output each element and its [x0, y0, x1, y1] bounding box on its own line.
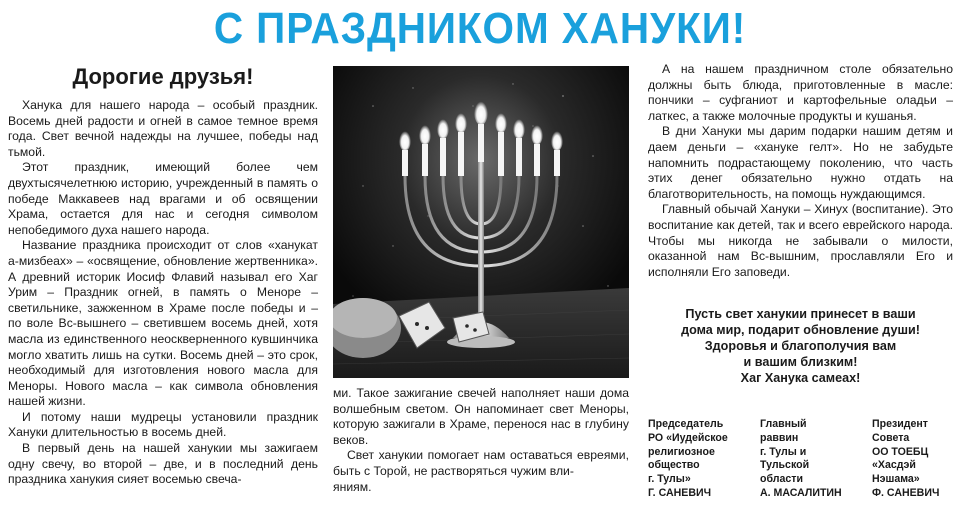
signature-name: А. МАСАЛИТИН	[760, 486, 842, 499]
signature-name: Г. САНЕВИЧ	[648, 486, 712, 499]
paragraph: В дни Хануки мы дарим подарки нашим детям и даем деньги – «хануке гелт». Но не забудьте напомнить подрастающему поколению, что часть этих денег обязательно нужно отдать на благотворительность, на помощь нуждающимся.	[648, 124, 953, 201]
paragraph: Название праздника происходит от слов «ханукат а-мизбеах» – «освящение, обновление жертвенника». А древний историк Иосиф Флавий называл его Хаг Урим – Праздник огней, в память о Меноре – светильнике, зажженном в Храме после победы и – по воле Вс-вышнего – светившем восемь дней, хотя масла из единственного неоскверненного кувшинчика могло хватить лишь на сутки. Восемь дней – это срок, необходимый для изготовления нового масла для Меноры. Нового масла – как символа обновления нашей жизни.	[8, 238, 318, 409]
paragraph: Свет ханукии помогает нам оставаться евреями, быть с Торой, не растворяться чужим вли-	[333, 448, 629, 478]
paragraph: Главный обычай Хануки – Хинух (воспитание). Это воспитание как детей, так и всего еврейского народа. Чтобы мы никогда не забывали о милости, оказанной нам Вс-вышним, прославляли Его и исполняли Его заповеди.	[648, 202, 953, 279]
blessing-line: дома мир, подарит обновление души!	[681, 323, 920, 337]
right-column	[648, 62, 953, 280]
paragraph: Этот праздник, имеющий более чем двухтысячелетнюю историю, учрежденный в память о победе Маккавеев над врагами и об освящении Храма, остается для нас и сегодня символом непобедимого духа нашего народа.	[8, 160, 318, 237]
signature-line: «Хасдэй	[872, 459, 916, 472]
menorah-photo	[333, 66, 629, 378]
paragraph: Ханука для нашего народа – особый праздник. Восемь дней радости и огней в самое темное время года. Свет вечной надежды на лучшее, победы над тьмой.	[8, 98, 318, 159]
signature-line: Совета	[872, 431, 910, 444]
signature-line: раввин	[760, 431, 799, 444]
signature-line: Тульской	[760, 459, 810, 472]
signature-line: Президент	[872, 418, 928, 430]
paragraph-continuation: ми. Такое зажигание свечей наполняет наши дома волшебным светом. Он напоминает свет Меноры, которую зажигали в Храме, перенося нас в глубину веков.	[333, 386, 629, 447]
signature-line: общество	[648, 459, 700, 472]
signature-line: ОО ТОЕБЦ	[872, 445, 929, 458]
signature-line: г. Тулы и	[760, 445, 807, 458]
paragraph: В первый день на нашей ханукии мы зажигаем одну свечу, во второй – две, и в последний день праздника ханукия сияет восемью свеча-	[8, 441, 318, 487]
paragraph: И потому наши мудрецы установили праздник Хануки длительностью в восемь дней.	[8, 409, 318, 440]
blessing-line: и вашим близким!	[743, 355, 858, 369]
signature-line: г. Тулы»	[648, 473, 691, 486]
signature-line: Главный	[760, 418, 807, 430]
blessing-line: Здоровья и благополучия вам	[704, 339, 897, 353]
signature-line: религиозное	[648, 445, 715, 458]
signature-rabbi	[760, 418, 865, 501]
signature-line: Нэшама»	[872, 473, 920, 486]
signature-president	[872, 418, 957, 501]
signature-line: РО «Иудейское	[648, 431, 728, 444]
blessing-line: Хаг Ханука самеах!	[740, 371, 861, 385]
signature-line: Председатель	[648, 418, 724, 430]
paragraph-tail: яниям.	[333, 479, 372, 494]
menorah-with-candles-icon	[333, 66, 629, 378]
blessing	[648, 306, 953, 386]
page-headline: С ПРАЗДНИКОМ ХАНУКИ!	[213, 4, 747, 53]
greeting-heading: Дорогие друзья!	[72, 64, 254, 89]
signature-line: области	[760, 473, 803, 486]
middle-column	[333, 386, 629, 495]
signature-chairman	[648, 418, 753, 501]
paragraph: А на нашем праздничном столе обязательно должны быть блюда, приготовленные в масле: пончики – суфганиот и картофельные оладьи – латкес, а также молочные продукты и кушанья.	[648, 62, 953, 123]
blessing-line: Пусть свет ханукии принесет в ваши	[685, 307, 916, 321]
left-column	[8, 62, 318, 488]
signature-name: Ф. САНЕВИЧ	[872, 486, 940, 499]
